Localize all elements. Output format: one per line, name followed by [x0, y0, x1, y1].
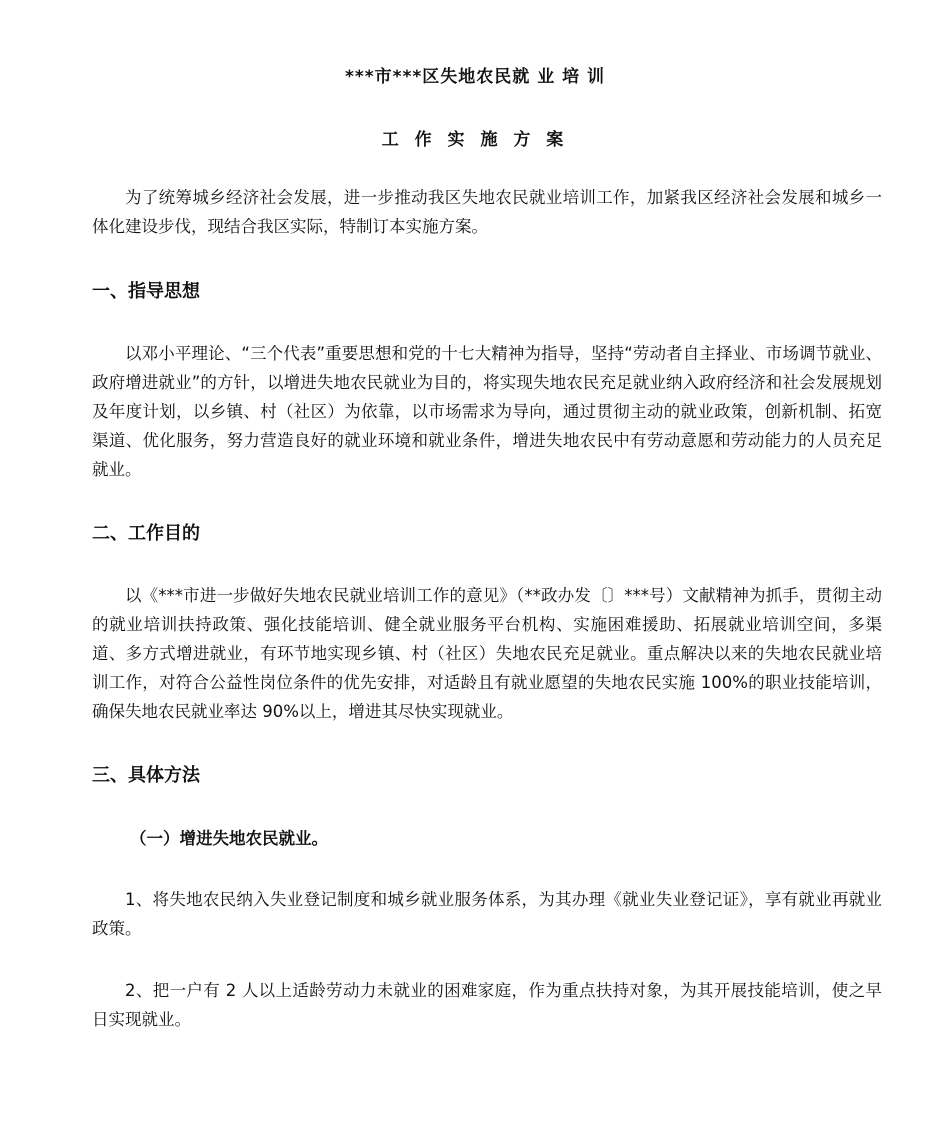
section-body-guiding-thought: 以邓小平理论、“三个代表”重要思想和党的十七大精神为指导，坚持“劳动者自主择业、市场调节就业、政府增进就业”的方针，以增进失地农民就业为目的，将实现失地农民充足就业纳入政府经济和社会发展规划及年度计划，以乡镇、村（社区）为依靠，以市场需求为导向，通过贯彻主动的就业政策，创新机制、拓宽渠道、优化服务，努力营造良好的就业环境和就业条件，增进失地农民中有劳动意愿和劳动能力的人员充足就业。 — [92, 344, 882, 479]
section-heading-methods: 三、具体方法 — [92, 765, 200, 786]
list-item: 2、把一户有 2 人以上适龄劳动力未就业的困难家庭，作为重点扶持对象，为其开展技能培训，使之早日实现就业。 — [92, 981, 882, 1029]
list-item: 1、将失地农民纳入失业登记制度和城乡就业服务体系，为其办理《就业失业登记证》，享有就业再就业政策。 — [92, 890, 882, 938]
document-title-line-2: 工 作 实 施 方 案 — [381, 130, 569, 150]
intro-paragraph: 为了统筹城乡经济社会发展，进一步推动我区失地农民就业培训工作，加紧我区经济社会发展和城乡一体化建设步伐，现结合我区实际，特制订本实施方案。 — [92, 188, 882, 236]
subsection-heading-promote-employment: （一）增进失地农民就业。 — [130, 829, 328, 848]
section-heading-work-goal: 二、工作目的 — [92, 523, 200, 544]
section-body-work-goal: 以《***市进一步做好失地农民就业培训工作的意见》（**政办发〔〕***号）文献精神为抓手，贯彻主动的就业培训扶持政策、强化技能培训、健全就业服务平台机构、实施困难援助、拓展就业培训空间，多渠道、多方式增进就业，有环节地实现乡镇、村（社区）失地农民充足就业。重点解决以来的失地农民就业培训工作，对符合公益性岗位条件的优先安排，对适龄且有就业愿望的失地农民实施 100%的职业技能培训，确保失地农民就业率达 90%以上，增进其尽快实现就业。 — [92, 586, 882, 721]
document-title-line-1: ***市***区失地农民就 业 培 训 — [344, 67, 606, 87]
section-heading-guiding-thought: 一、指导思想 — [92, 281, 200, 302]
